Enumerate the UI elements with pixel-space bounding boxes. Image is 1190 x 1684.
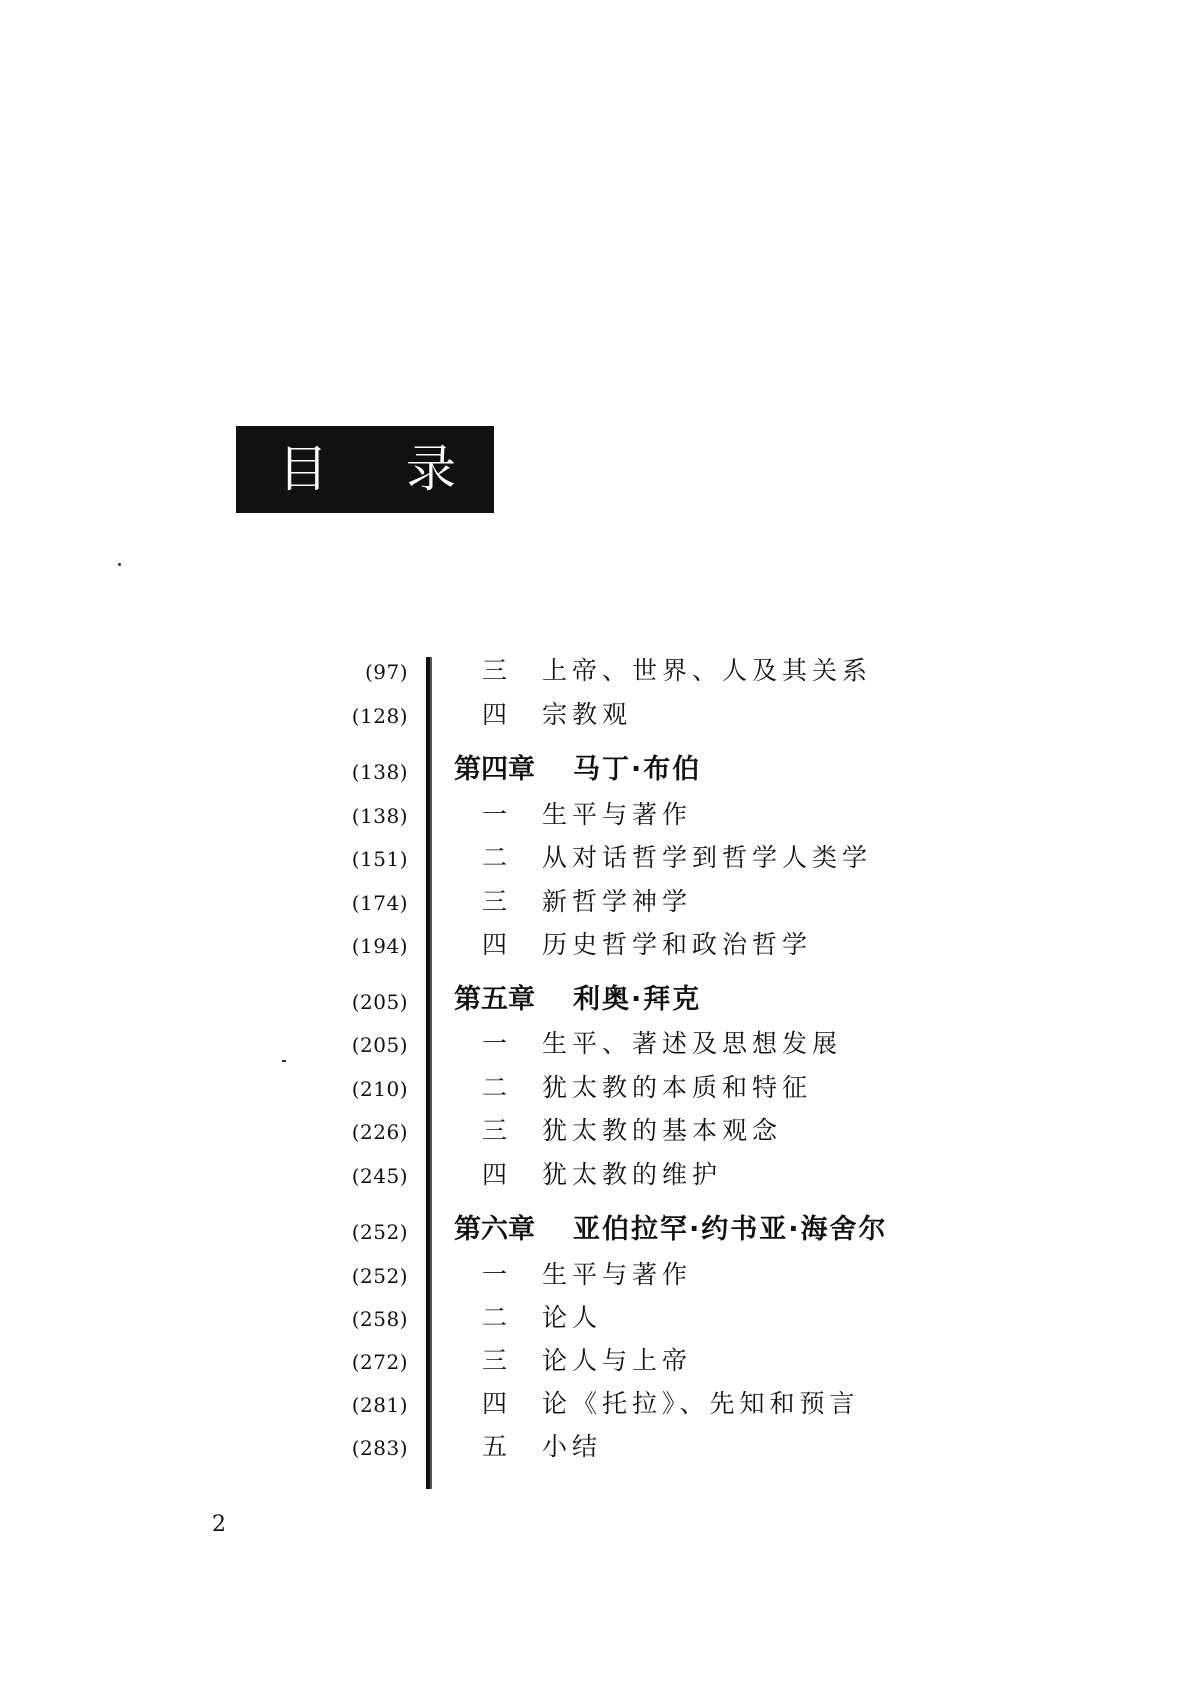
toc-section-title: 论《托拉》、先知和预言 — [542, 1389, 860, 1418]
toc-heading-char-1: 目 — [278, 440, 328, 498]
toc-page-number: (174) — [351, 891, 408, 915]
toc-page-number: (205) — [351, 1033, 408, 1057]
toc-chapter-label: 第五章 — [454, 984, 535, 1015]
toc-entry[interactable] — [0, 1342, 1190, 1382]
toc-chapter-title: 马丁·布伯 — [573, 754, 702, 785]
toc-section-title: 犹太教的维护 — [542, 1160, 723, 1189]
toc-chapter-entry[interactable] — [0, 982, 1190, 1022]
toc-chapter-title: 亚伯拉罕·约书亚·海舍尔 — [573, 1214, 888, 1245]
toc-page-number: (245) — [351, 1164, 408, 1188]
toc-section-title: 论人 — [542, 1303, 603, 1332]
toc-section-number: 一 — [482, 1029, 508, 1058]
toc-section-number: 三 — [482, 1116, 508, 1145]
page-folio-number: 2 — [212, 1512, 226, 1537]
toc-section-number: 三 — [482, 1346, 508, 1375]
toc-entry[interactable] — [0, 1385, 1190, 1425]
toc-page-number: (138) — [351, 804, 408, 828]
toc-section-title: 生平、著述及思想发展 — [542, 1029, 843, 1058]
toc-chapter-entry[interactable] — [0, 752, 1190, 792]
toc-section-number: 五 — [482, 1432, 508, 1461]
toc-page-number: (281) — [351, 1393, 408, 1417]
toc-section-title: 生平与著作 — [542, 800, 693, 829]
toc-page-number: (226) — [351, 1120, 408, 1144]
toc-entry[interactable] — [0, 1428, 1190, 1468]
toc-section-title: 犹太教的基本观念 — [542, 1116, 783, 1145]
toc-page-number: (283) — [351, 1436, 408, 1460]
toc-section-number: 二 — [482, 1073, 508, 1102]
toc-entry[interactable] — [0, 1299, 1190, 1339]
toc-section-number: 二 — [482, 843, 508, 872]
toc-section-title: 上帝、世界、人及其关系 — [542, 656, 873, 685]
toc-entry[interactable] — [0, 926, 1190, 966]
toc-page-number: (258) — [351, 1307, 408, 1331]
toc-entry[interactable] — [0, 1112, 1190, 1152]
toc-entry[interactable] — [0, 883, 1190, 923]
toc-section-number: 四 — [482, 1160, 508, 1189]
toc-section-title: 论人与上帝 — [542, 1346, 693, 1375]
toc-section-number: 四 — [482, 930, 508, 959]
toc-section-number: 一 — [482, 1260, 508, 1289]
toc-chapter-label: 第四章 — [454, 754, 535, 785]
toc-section-title: 历史哲学和政治哲学 — [542, 930, 813, 959]
toc-entry[interactable] — [0, 1256, 1190, 1296]
toc-entry[interactable] — [0, 839, 1190, 879]
toc-section-title: 新哲学神学 — [542, 887, 693, 916]
toc-chapter-title: 利奥·拜克 — [573, 984, 702, 1015]
toc-section-number: 一 — [482, 800, 508, 829]
toc-page-number: (97) — [364, 660, 408, 684]
toc-section-title: 生平与著作 — [542, 1260, 693, 1289]
toc-entry[interactable] — [0, 1025, 1190, 1065]
toc-entry[interactable] — [0, 796, 1190, 836]
toc-page-number: (128) — [351, 704, 408, 728]
toc-heading-char-2: 录 — [406, 440, 456, 498]
toc-chapter-label: 第六章 — [454, 1214, 535, 1245]
toc-page-number: (272) — [351, 1350, 408, 1374]
toc-page-number: (194) — [351, 934, 408, 958]
toc-page-number: (138) — [351, 760, 408, 784]
toc-section-number: 四 — [482, 1389, 508, 1418]
toc-entry[interactable] — [0, 1069, 1190, 1109]
toc-section-number: 三 — [482, 656, 508, 685]
toc-page-number: (205) — [351, 990, 408, 1014]
toc-chapter-entry[interactable] — [0, 1212, 1190, 1252]
toc-section-title: 宗教观 — [542, 700, 633, 729]
toc-entry[interactable] — [0, 652, 1190, 692]
toc-entry[interactable] — [0, 696, 1190, 736]
toc-page-number: (252) — [351, 1264, 408, 1288]
toc-section-number: 二 — [482, 1303, 508, 1332]
toc-entry[interactable] — [0, 1156, 1190, 1196]
toc-page-number: (151) — [351, 847, 408, 871]
toc-section-title: 犹太教的本质和特征 — [542, 1073, 813, 1102]
toc-section-number: 四 — [482, 700, 508, 729]
toc-section-title: 从对话哲学到哲学人类学 — [542, 843, 873, 872]
toc-page-number: (210) — [351, 1077, 408, 1101]
toc-page-number: (252) — [351, 1220, 408, 1244]
toc-section-title: 小结 — [542, 1432, 603, 1461]
toc-section-number: 三 — [482, 887, 508, 916]
